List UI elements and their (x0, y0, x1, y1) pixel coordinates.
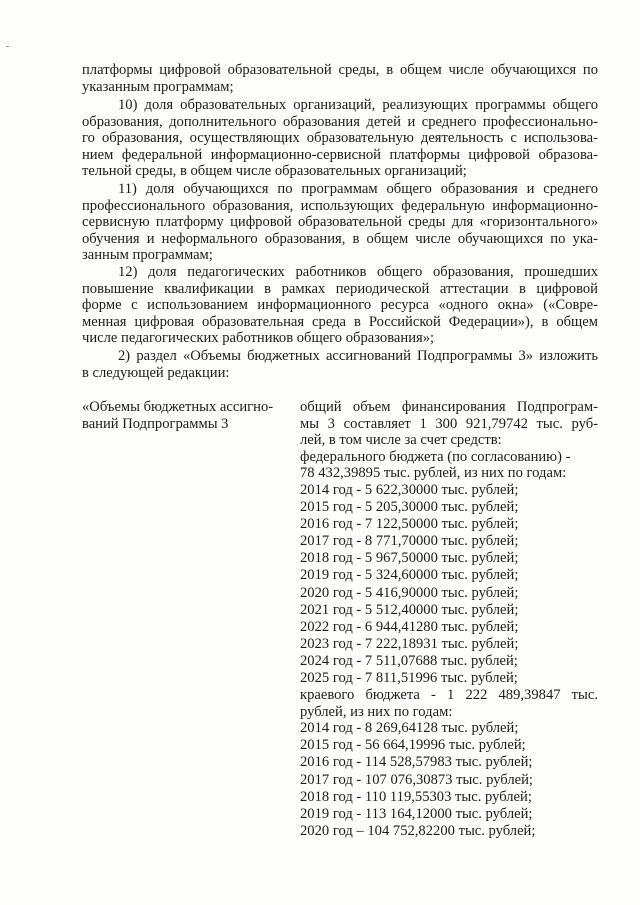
text-line: числе педагогических работников общего образования»; (82, 330, 435, 347)
paragraph-9 (82, 62, 598, 95)
regional-year-line: 2014 год - 8 269,64128 тыс. рублей; (300, 720, 519, 737)
table-text-line: рублей, из них по годам: (300, 703, 453, 720)
text-line: платформы цифровой образовательной среды, в общем числе обучающихся по (82, 62, 598, 78)
federal-year-line: 2025 год - 7 811,51996 тыс. рублей; (300, 670, 518, 686)
regional-year-line: 2019 год - 113 164,12000 тыс. рублей; (300, 805, 533, 822)
paragraph-section-2 (82, 348, 598, 381)
text-line: 2) раздел «Объемы бюджетных ассигнований Подпрограммы 3» изложить (118, 348, 598, 364)
federal-year-line: 2024 год - 7 511,07688 тыс. рублей; (300, 652, 518, 669)
federal-year-line: 2021 год - 5 512,40000 тыс. рублей; (300, 601, 519, 618)
text-line: образования, дополнительного образования детей и среднего профессионально- (82, 113, 598, 130)
table-text-line: федерального бюджета (по согласованию) - (300, 448, 571, 465)
text-line: указанным программам; (82, 78, 234, 95)
federal-year-line: 2020 год - 5 416,90000 тыс. рублей; (300, 584, 519, 601)
regional-year-line: 2015 год - 56 664,19996 тыс. рублей; (300, 737, 526, 754)
regional-year-line: 2020 год – 104 752,82200 тыс. рублей; (300, 822, 536, 839)
federal-year-line: 2022 год - 6 944,41280 тыс. рублей; (300, 618, 519, 635)
federal-year-line: 2023 год - 7 222,18931 тыс. рублей; (300, 635, 519, 652)
text-line: занным программам; (82, 247, 213, 264)
table-label-line: «Объемы бюджетных ассигно- (82, 399, 274, 415)
federal-year-line: 2017 год - 8 771,70000 тыс. рублей; (300, 533, 519, 550)
table-right-column (300, 399, 598, 840)
paragraph-10 (82, 97, 598, 180)
text-line: обучения и неформального образования, в общем числе обучающихся по ука- (82, 230, 598, 247)
text-line: в следующей редакции: (82, 364, 230, 381)
text-line: нием федеральной информационно-сервисной платформы цифровой образова- (82, 146, 598, 163)
federal-year-line: 2015 год - 5 205,30000 тыс. рублей; (300, 499, 519, 516)
table-text-line: краевого бюджета - 1 222 489,39847 тыс. (300, 687, 598, 704)
table-left-column (82, 399, 282, 432)
text-line: сервисную платформу цифровой образовательной среды для «горизонтального» (82, 214, 598, 231)
paragraph-12 (82, 264, 598, 347)
text-line: 10) доля образовательных организаций, реализующих программы общего (118, 97, 598, 113)
regional-year-line: 2017 год - 107 076,30873 тыс. рублей; (300, 771, 533, 788)
text-line: повышение квалификации в рамках периодической аттестации в цифровой (82, 280, 598, 297)
scan-mark (6, 46, 9, 47)
paragraph-11 (82, 181, 598, 264)
federal-year-line: 2018 год - 5 967,50000 тыс. рублей; (300, 550, 519, 567)
text-line: тельной среды, в общем числе образовательных организаций; (82, 163, 467, 180)
text-line: профессионального образования, использующих федеральную информационно- (82, 197, 598, 214)
table-text-line: мы 3 составляет 1 300 921,79742 тыс. руб- (300, 415, 598, 432)
text-line: 12) доля педагогических работников общего образования, прошедших (118, 264, 598, 280)
regional-year-line: 2018 год - 110 119,55303 тыс. рублей; (300, 788, 532, 805)
text-line: 11) доля обучающихся по программам общего образования и среднего (118, 181, 598, 197)
text-line: форме с использованием информационного ресурса «одного окна» («Совре- (82, 297, 598, 314)
text-line: го образования, осуществляющих образовательную деятельность с использова- (82, 130, 598, 147)
table-text-line: общий объем финансирования Подпрограм- (300, 399, 598, 415)
federal-year-line: 2019 год - 5 324,60000 тыс. рублей; (300, 567, 519, 584)
table-text-line: 78 432,39895 тыс. рублей, из них по годам: (300, 465, 567, 482)
table-label-line: ваний Подпрограммы 3 (82, 415, 229, 432)
text-line: менная цифровая образовательная среда в Российской Федерации»), в общем (82, 313, 598, 330)
regional-year-line: 2016 год - 114 528,57983 тыс. рублей; (300, 754, 533, 771)
table-text-line: лей, в том числе за счет средств: (300, 432, 502, 449)
federal-year-line: 2014 год - 5 622,30000 тыс. рублей; (300, 481, 519, 498)
federal-year-line: 2016 год - 7 122,50000 тыс. рублей; (300, 516, 519, 533)
